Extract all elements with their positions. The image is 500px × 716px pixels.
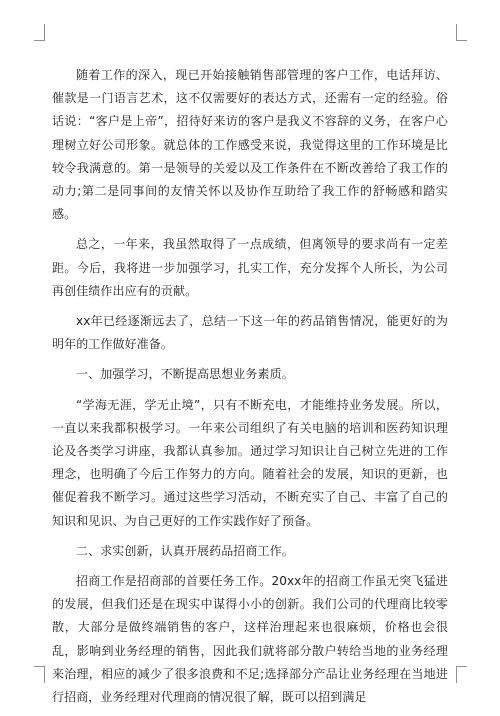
document-body [52, 64, 448, 716]
paragraph: 随着工作的深入，现已开始接触销售部管理的客户工作，电话拜访、催款是一门语言艺术，这不仅需要好的表达方式，还需有一定的经验。俗话说：“客户是上帝”，招待好来访的客户是我义不容辞的义务，在客户心理树立好公司形象。就总体的工作感受来说，我觉得这里的工作环境是比较令我满意的。第一是领导的关爱以及工作条件在不断改善给了我工作的动力;第二是同事间的友情关怀以及协作互助给了我工作的舒畅感和踏实感。 [52, 68, 448, 222]
paragraph: xx年已经逐渐远去了，总结一下这一年的药品销售情况，能更好的为明年的工作做好准备。 [52, 314, 448, 352]
crop-mark-bottom-right [456, 666, 467, 683]
paragraph: 总之，一年来，我虽然取得了一点成绩，但离领导的要求尚有一定差距。今后，我将进一步加强学习，扎实工作，充分发挥个人所长，为公司再创佳绩作出应有的贡献。 [52, 237, 448, 298]
section-heading: 一、加强学习，不断提高思想业务素质。 [76, 367, 294, 382]
paragraph: “学海无涯，学无止境”，只有不断充电，才能维持业务发展。所以，一直以来我都积极学习。一年来公司组织了有关电脑的培训和医药知识理论及各类学习讲座，我都认真参加。通过学习知识让自己树立先进的工作理念，也明确了今后工作努力的方向。随着社会的发展，知识的更新，也催促着我不断学习。通过这些学习活动，不断充实了自己、丰富了自己的知识和见识、为自己更好的工作实践作好了预备。 [52, 397, 448, 528]
section-heading: 二、求实创新，认真开展药品招商工作。 [76, 543, 294, 558]
crop-mark-bottom-left [34, 666, 45, 683]
crop-mark-top-left [34, 24, 45, 41]
paragraph: 招商工作是招商部的首要任务工作。20xx年的招商工作虽无突飞猛进的发展，但我们还是在现实中谋得小小的创新。我们公司的代理商比较零散，大部分是做终端销售的客户，这样治理起来也很麻烦，价格也会很乱，影响到业务经理的销售，因此我们就将部分散户转给当地的业务经理来治理，相应的减少了很多浪费和不足;选择部分产品让业务经理在当地进行招商，业务经理对代理商的情况很了解，既可以招到满足 [52, 574, 448, 705]
crop-mark-top-right [456, 24, 467, 41]
